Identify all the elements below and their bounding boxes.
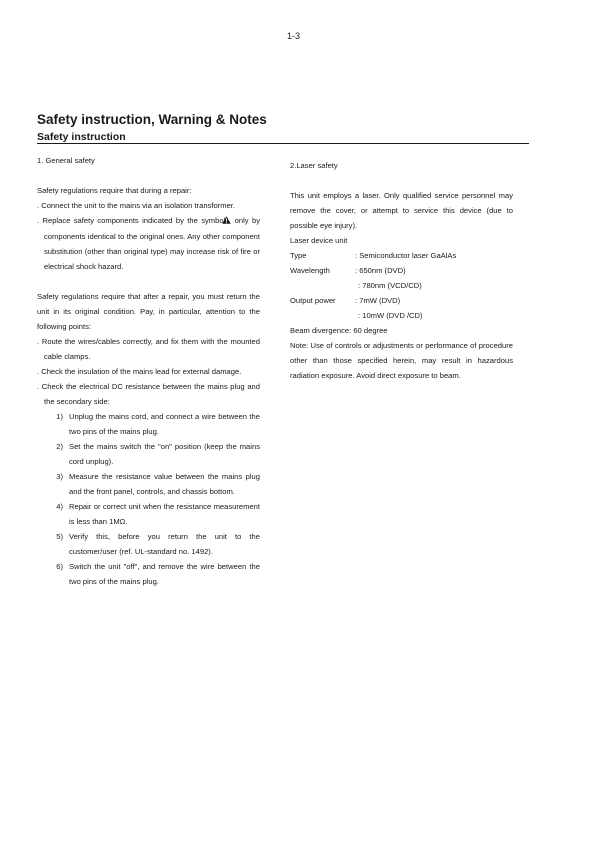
step-text: Switch the unit "off", and remove the wire between the two pins of the mains plug.	[69, 561, 260, 586]
laser-note: Note: Use of controls or adjustments or performance of procedure other than those specified herein, may result in hazardous radiation exposure. Avoid direct exposure to beam.	[290, 341, 513, 380]
page-number: 1-3	[287, 31, 301, 41]
general-safety-heading: 1. General safety	[37, 156, 95, 165]
step-text: Verify this, before you return the unit to the customer/user (ref. UL-standard no. 1492).	[69, 531, 260, 556]
safety-components-bullet	[37, 213, 260, 274]
step-item	[37, 559, 260, 589]
step-number: 4)	[56, 501, 63, 511]
dc-resistance-bullet: . Check the electrical DC resistance between the mains plug and the secondary side:	[37, 381, 260, 406]
wavelength-value: : 650nm (DVD)	[355, 266, 406, 275]
laser-safety-heading: 2.Laser safety	[290, 161, 338, 170]
step-text: Unplug the mains cord, and connect a wire between the two pins of the mains plug.	[69, 411, 260, 436]
page-title: Safety instruction, Warning & Notes	[37, 112, 267, 127]
spec-row-power	[290, 293, 513, 308]
step-text: Measure the resistance value between the mains plug and the front panel, controls, and chassis bottom.	[69, 471, 260, 496]
after-repair-paragraph: Safety regulations require that after a repair, you must return the unit in its original condition. Pay, in particular, attention to the following points:	[37, 291, 260, 331]
warning-triangle-icon	[229, 214, 231, 229]
laser-device-unit: Laser device unit	[290, 236, 348, 245]
beam-divergence: Beam divergence: 60 degree	[290, 326, 388, 335]
isolation-bullet: . Connect the unit to the mains via an isolation transformer.	[37, 201, 235, 210]
repair-intro: Safety regulations require that during a repair:	[37, 186, 192, 195]
route-wires-bullet: . Route the wires/cables correctly, and fix them with the mounted cable clamps.	[37, 336, 260, 361]
step-number: 3)	[56, 471, 63, 481]
type-value: : Semiconductor laser GaAlAs	[355, 251, 457, 260]
step-item	[37, 439, 260, 469]
title-divider	[37, 143, 529, 144]
step-text: Set the mains switch the "on" position (keep the mains cord unplug).	[69, 441, 260, 466]
power-value-2: : 10mW (DVD /CD)	[358, 311, 423, 320]
step-item	[37, 499, 260, 529]
power-label: Output power	[290, 296, 336, 305]
step-number: 1)	[56, 411, 63, 421]
laser-intro: This unit employs a laser. Only qualified service personnel may remove the cover, or attempt to service this device (due to possible eye injury).	[290, 191, 513, 230]
spec-row-type	[290, 248, 513, 263]
wavelength-label: Wavelength	[290, 266, 330, 275]
step-item	[37, 469, 260, 499]
wavelength-value-2: : 780nm (VCD/CD)	[358, 281, 422, 290]
step-item	[37, 409, 260, 439]
general-safety-column	[37, 153, 260, 589]
section-title: Safety instruction	[37, 131, 126, 143]
spec-row-wavelength	[290, 263, 513, 278]
step-number: 2)	[56, 441, 63, 451]
power-value: : 7mW (DVD)	[355, 296, 401, 305]
step-number: 5)	[56, 531, 63, 541]
safety-components-continuation: only by components identical to the original ones. Any other component substitution (other than original type) may increase risk of fire or electrical shock hazard.	[44, 216, 260, 271]
insulation-bullet: . Check the insulation of the mains lead for external damage.	[37, 366, 242, 376]
safety-components-text: . Replace safety components indicated by the symbol	[37, 216, 226, 225]
step-item	[37, 529, 260, 559]
step-number: 6)	[56, 561, 63, 571]
step-text: Repair or correct unit when the resistance measurement is less than 1MΩ.	[69, 501, 260, 526]
laser-safety-column	[290, 158, 513, 383]
type-label: Type	[290, 251, 307, 260]
